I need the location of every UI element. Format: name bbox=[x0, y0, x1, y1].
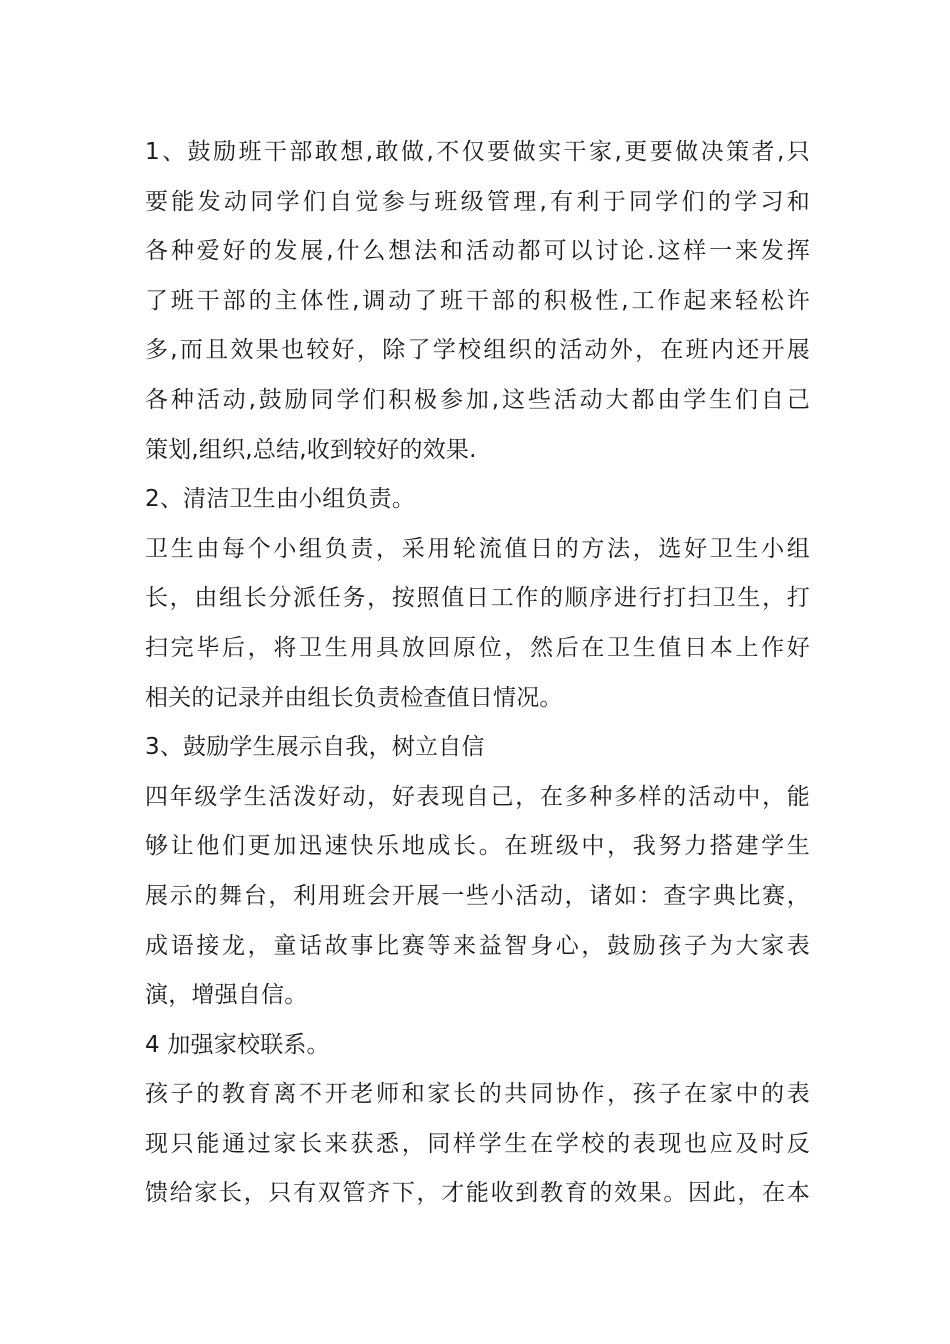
text-line: 展示的舞台，利用班会开展一些小活动，诸如：查字典比赛， bbox=[145, 882, 810, 909]
text-line: 够让他们更加迅速快乐地成长。在班级中，我努力搭建学生 bbox=[145, 833, 810, 860]
text-line: 1、鼓励班干部敢想,敢做,不仅要做实干家,更要做决策者,只 bbox=[145, 139, 810, 165]
text-line: 2、清洁卫生由小组负责。 bbox=[145, 486, 416, 513]
text-line: 扫完毕后，将卫生用具放回原位，然后在卫生值日本上作好 bbox=[145, 634, 810, 661]
heading-cleaning bbox=[145, 475, 810, 525]
text-line: 要能发动同学们自觉参与班级管理,有利于同学们的学习和 bbox=[145, 188, 810, 215]
text-line: 孩子的教育离不开老师和家长的共同协作，孩子在家中的表 bbox=[145, 1081, 810, 1108]
heading-self-expression bbox=[145, 723, 810, 773]
paragraph-cleaning bbox=[145, 525, 810, 723]
text-line: 长，由组长分派任务，按照值日工作的顺序进行打扫卫生，打 bbox=[145, 585, 810, 612]
text-line: 四年级学生活泼好动，好表现自己，在多种多样的活动中，能 bbox=[145, 783, 810, 810]
text-line: 多,而且效果也较好，除了学校组织的活动外，在班内还开展 bbox=[145, 337, 810, 364]
document-page bbox=[145, 128, 810, 1219]
text-line: 馈给家长，只有双管齐下，才能收到教育的效果。因此，在本 bbox=[145, 1180, 810, 1207]
text-line: 各种活动,鼓励同学们积极参加,这些活动大都由学生们自己 bbox=[145, 386, 810, 413]
text-line: 成语接龙，童话故事比赛等来益智身心，鼓励孩子为大家表 bbox=[145, 932, 810, 959]
paragraph-home-school bbox=[145, 1070, 810, 1219]
text-line: 4 加强家校联系。 bbox=[145, 1031, 330, 1058]
text-line: 演，增强自信。 bbox=[145, 982, 308, 1009]
text-line: 卫生由每个小组负责，采用轮流值日的方法，选好卫生小组 bbox=[145, 535, 810, 562]
paragraph-self-expression bbox=[145, 773, 810, 1021]
heading-home-school bbox=[145, 1021, 810, 1071]
paragraph-class-cadre bbox=[145, 128, 810, 475]
text-line: 各种爱好的发展,什么想法和活动都可以讨论.这样一来发挥 bbox=[145, 238, 810, 265]
text-line: 现只能通过家长来获悉，同样学生在学校的表现也应及时反 bbox=[145, 1130, 810, 1157]
text-line: 策划,组织,总结,收到较好的效果. bbox=[145, 436, 477, 463]
text-line: 了班干部的主体性,调动了班干部的积极性,工作起来轻松许 bbox=[145, 287, 810, 314]
text-line: 3、鼓励学生展示自我，树立自信 bbox=[145, 734, 485, 761]
text-line: 相关的记录并由组长负责检查值日情况。 bbox=[145, 684, 563, 711]
